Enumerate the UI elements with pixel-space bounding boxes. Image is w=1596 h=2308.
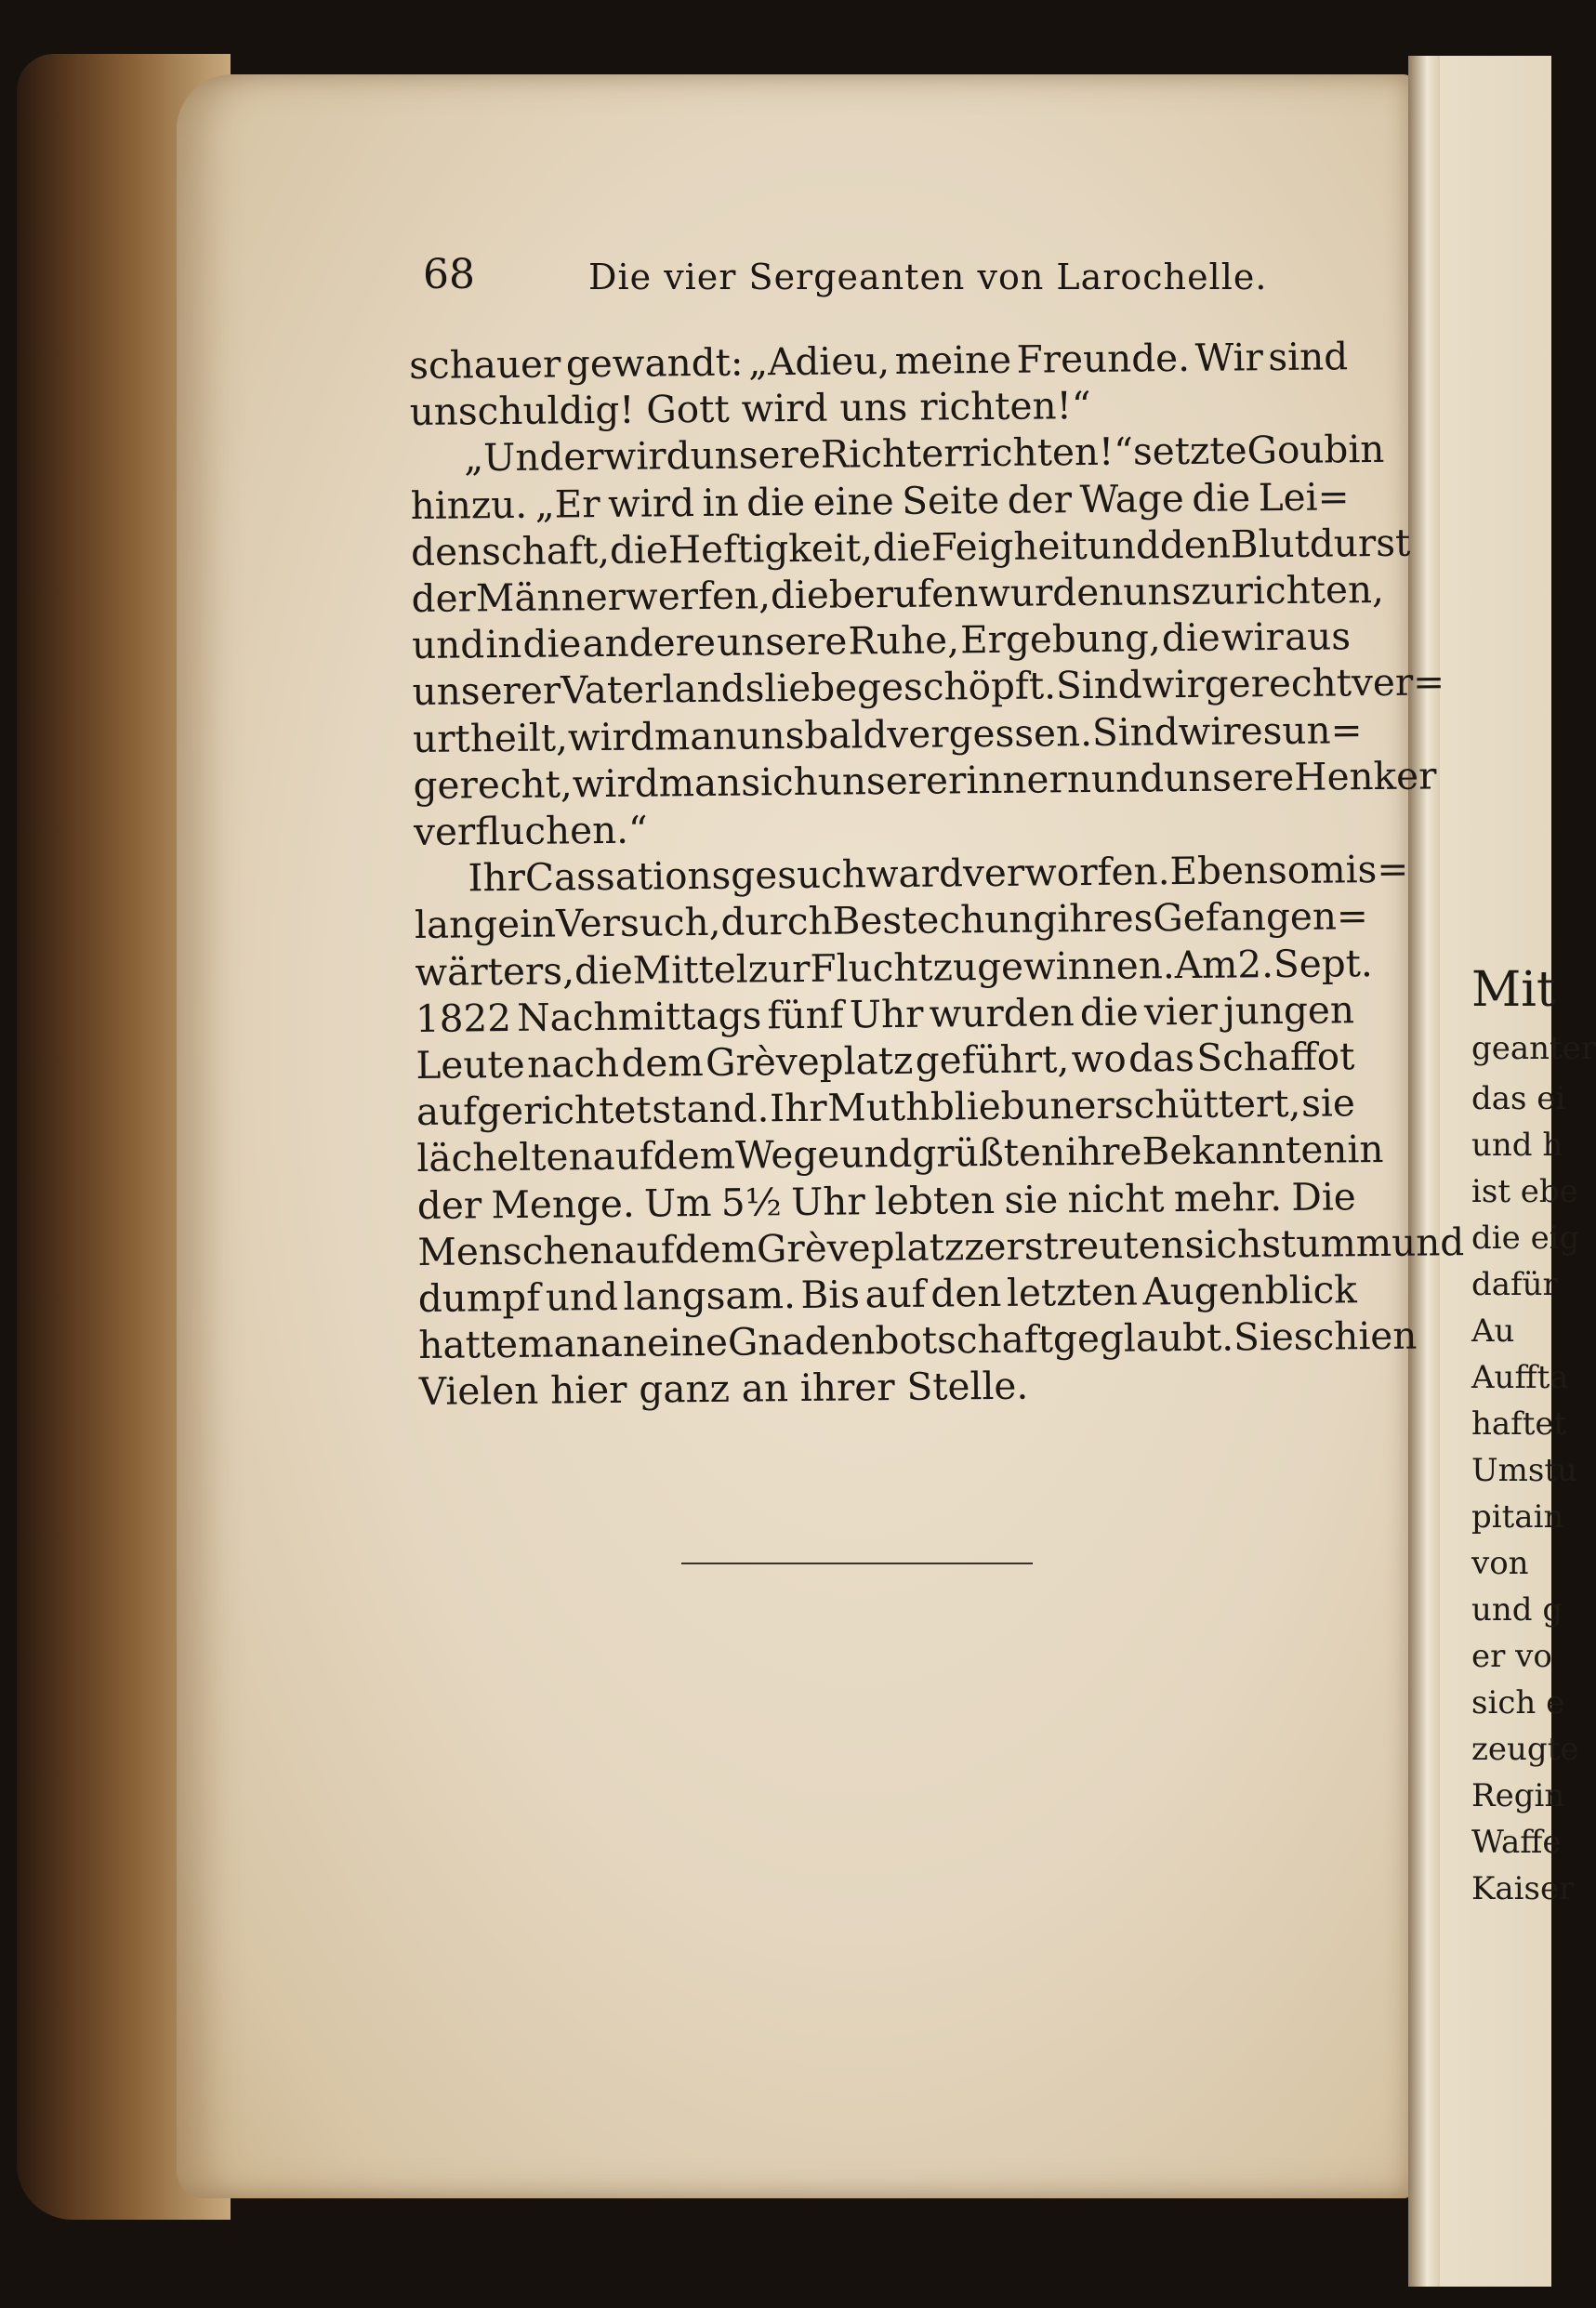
word: Wege bbox=[734, 1132, 840, 1179]
word: Feigheit bbox=[930, 522, 1088, 570]
word: den bbox=[1159, 521, 1232, 568]
text-line bbox=[419, 1360, 1358, 1416]
word: Ruhe, bbox=[848, 617, 960, 664]
word: Bestechung bbox=[832, 896, 1058, 944]
right-page-fragment: geanter bbox=[1471, 1030, 1596, 1067]
right-page-fragment: Mit bbox=[1471, 962, 1556, 1018]
word: auf bbox=[864, 1271, 927, 1317]
word: sie bbox=[1004, 1176, 1059, 1222]
word: unsere bbox=[690, 432, 822, 479]
word: Uhr bbox=[790, 1178, 865, 1224]
word: setzte bbox=[1132, 428, 1247, 474]
word: und bbox=[1391, 1220, 1465, 1265]
word: Uhr bbox=[849, 991, 924, 1037]
word: Wage bbox=[1079, 475, 1184, 521]
word: die bbox=[770, 572, 830, 618]
word: und bbox=[545, 1273, 619, 1320]
right-page bbox=[1440, 56, 1551, 2287]
word: wärters, bbox=[415, 947, 575, 995]
word: Sind bbox=[1091, 708, 1179, 755]
word: und bbox=[1090, 756, 1165, 801]
right-page-fragment: ist ebe bbox=[1471, 1173, 1578, 1210]
word: „Adieu, bbox=[747, 338, 890, 385]
word: uns bbox=[839, 385, 908, 430]
running-title: Die vier Sergeanten von Larochelle. bbox=[588, 257, 1268, 297]
word: wurden bbox=[977, 569, 1124, 616]
word: sind bbox=[1268, 334, 1349, 380]
word: Am bbox=[1174, 942, 1238, 987]
word: auf bbox=[613, 1227, 675, 1273]
word: dem bbox=[621, 1040, 704, 1086]
word: Bis bbox=[800, 1272, 861, 1318]
right-page-fragment: Umstu bbox=[1471, 1452, 1577, 1489]
word: Um bbox=[643, 1180, 712, 1226]
word: die bbox=[872, 524, 931, 571]
word: Blutdurst bbox=[1230, 520, 1411, 567]
word: an bbox=[600, 1320, 648, 1366]
word: man bbox=[653, 713, 737, 759]
book-gutter bbox=[1408, 56, 1440, 2287]
word: verfluchen.“ bbox=[413, 807, 648, 855]
word: die bbox=[1079, 989, 1139, 1035]
word: Versuch, bbox=[555, 900, 721, 946]
word: 5½ bbox=[720, 1179, 783, 1225]
word: 2. bbox=[1237, 941, 1274, 987]
word: in bbox=[702, 480, 739, 525]
word: geführt, bbox=[915, 1036, 1070, 1083]
word: „Er bbox=[534, 481, 600, 527]
word: der bbox=[1007, 476, 1073, 522]
word: das bbox=[1128, 1035, 1195, 1081]
word: Stelle. bbox=[906, 1364, 1029, 1410]
word: Gnadenbotschaft bbox=[727, 1316, 1054, 1365]
word: unserer bbox=[412, 667, 561, 715]
word: ihrer bbox=[799, 1365, 895, 1411]
word: un= bbox=[1282, 706, 1363, 753]
word: Ihr bbox=[468, 855, 526, 901]
word: berufen bbox=[828, 571, 979, 617]
right-page-fragment: Regin bbox=[1471, 1777, 1565, 1814]
word: Vaterlandsliebe bbox=[560, 665, 858, 713]
word: gewinnen. bbox=[976, 942, 1175, 989]
word: nach bbox=[526, 1040, 620, 1087]
word: und bbox=[839, 1131, 913, 1178]
word: geglaubt. bbox=[1052, 1314, 1234, 1362]
word: Ihr bbox=[769, 1085, 827, 1131]
right-page-fragment: dafür bbox=[1471, 1266, 1558, 1303]
right-page-fragment: Auffta bbox=[1471, 1359, 1569, 1396]
word: gewandt: bbox=[565, 339, 744, 387]
word: Sind bbox=[1055, 662, 1142, 708]
word: unsere bbox=[1163, 754, 1295, 801]
word: Heftigkeit, bbox=[667, 525, 874, 573]
word: und bbox=[411, 622, 485, 668]
word: Die bbox=[1291, 1173, 1356, 1220]
word: Wir bbox=[1194, 335, 1264, 380]
word: jungen bbox=[1222, 987, 1355, 1034]
word: die bbox=[1192, 474, 1251, 521]
word: uns bbox=[1123, 568, 1192, 614]
word: er bbox=[563, 434, 604, 480]
word: werfen, bbox=[625, 573, 772, 619]
word: an bbox=[741, 1365, 789, 1412]
word: erinnern bbox=[925, 756, 1092, 803]
right-page-fragment: zeugte bbox=[1471, 1731, 1579, 1768]
word: Männer bbox=[475, 574, 627, 621]
word: langsam. bbox=[623, 1273, 797, 1319]
word: eine bbox=[812, 478, 894, 524]
page-number: 68 bbox=[423, 251, 475, 298]
word: Freunde. bbox=[1016, 335, 1191, 382]
word: fünf bbox=[767, 992, 844, 1038]
word: wird bbox=[572, 760, 659, 807]
body-text bbox=[409, 333, 1465, 1415]
word: zu bbox=[932, 943, 978, 990]
word: Nachmittags bbox=[517, 993, 762, 1040]
word: es bbox=[1240, 707, 1283, 754]
word: Leute bbox=[415, 1041, 525, 1088]
section-divider bbox=[681, 1563, 1033, 1564]
word: eine bbox=[646, 1320, 729, 1365]
word: nicht bbox=[1067, 1175, 1165, 1221]
word: Richter bbox=[820, 430, 962, 478]
word: die bbox=[746, 479, 806, 525]
word: lang bbox=[414, 902, 498, 948]
word: blieb bbox=[930, 1083, 1025, 1129]
word: stand. bbox=[652, 1086, 770, 1132]
word: aus bbox=[1284, 613, 1352, 660]
word: in bbox=[1347, 1127, 1384, 1172]
word: auf bbox=[592, 1133, 654, 1180]
word: grüßten bbox=[912, 1129, 1066, 1177]
word: vergessen. bbox=[887, 709, 1093, 757]
word: die bbox=[1161, 614, 1220, 661]
word: gerecht, bbox=[413, 761, 573, 808]
word: Goubin bbox=[1246, 427, 1385, 473]
right-page-fragment: pitain bbox=[1471, 1498, 1564, 1536]
word: man bbox=[517, 1321, 600, 1367]
word: Gefangen= bbox=[1153, 893, 1369, 941]
right-page-fragment: das ei bbox=[1471, 1080, 1566, 1117]
word: der bbox=[411, 575, 477, 622]
word: uns bbox=[736, 712, 805, 758]
word: bald bbox=[804, 711, 888, 758]
word: ihres bbox=[1057, 895, 1154, 942]
right-page-fragment: sich e bbox=[1471, 1684, 1565, 1721]
word: die bbox=[574, 947, 634, 993]
word: und bbox=[1087, 522, 1161, 568]
word: wird bbox=[607, 480, 695, 526]
word: denschaft, bbox=[410, 527, 611, 574]
word: unser bbox=[817, 758, 927, 804]
word: richten!“ bbox=[961, 429, 1134, 476]
word: der bbox=[416, 1181, 482, 1228]
word: hatte bbox=[418, 1322, 519, 1368]
word: zerstreuten bbox=[963, 1221, 1185, 1270]
word: man bbox=[658, 759, 742, 806]
word: wird bbox=[741, 385, 828, 431]
right-page-fragment: von bbox=[1471, 1545, 1529, 1582]
word: lächelten bbox=[416, 1134, 593, 1181]
text-line bbox=[413, 753, 1437, 809]
word: unschuldig! bbox=[409, 387, 635, 435]
word: Augenblick bbox=[1142, 1267, 1358, 1314]
word: wurden bbox=[929, 990, 1075, 1036]
word: dem bbox=[674, 1226, 758, 1273]
word: Cassationsgesuch bbox=[524, 851, 867, 901]
word: Gott bbox=[646, 386, 730, 432]
word: „Und bbox=[463, 434, 564, 481]
word: Lei= bbox=[1258, 473, 1350, 520]
word: gerecht bbox=[1204, 660, 1352, 707]
word: richten!“ bbox=[918, 383, 1091, 429]
word: Muth bbox=[827, 1084, 930, 1130]
word: Sie bbox=[1233, 1314, 1295, 1360]
word: Ebenso bbox=[1169, 847, 1311, 894]
word: dumpf bbox=[417, 1274, 541, 1322]
right-page-fragment: und g bbox=[1471, 1591, 1563, 1629]
word: Mittel bbox=[632, 946, 748, 993]
word: Seite bbox=[902, 477, 1000, 523]
word: andere bbox=[582, 620, 717, 666]
word: in bbox=[485, 622, 522, 667]
right-page-fragment: er vo bbox=[1471, 1638, 1552, 1675]
word: wir bbox=[1220, 614, 1285, 660]
word: Sept. bbox=[1273, 940, 1374, 986]
word: die bbox=[522, 621, 582, 667]
word: wird bbox=[567, 714, 655, 760]
word: Ergebung, bbox=[959, 615, 1162, 663]
word: durch bbox=[720, 899, 833, 945]
right-page-fragment: Au bbox=[1471, 1312, 1515, 1350]
word: Bekannten bbox=[1141, 1127, 1348, 1174]
text-line bbox=[409, 333, 1348, 389]
word: mehr. bbox=[1173, 1174, 1283, 1220]
word: meine bbox=[894, 336, 1012, 383]
word: Flucht bbox=[810, 944, 933, 991]
word: Schaffot bbox=[1196, 1034, 1355, 1080]
word: wir bbox=[1141, 662, 1205, 707]
word: sich bbox=[741, 758, 818, 805]
word: Menschen bbox=[417, 1227, 614, 1274]
word: unerschüttert, bbox=[1025, 1081, 1301, 1128]
word: sie bbox=[1300, 1080, 1356, 1127]
word: stumm bbox=[1260, 1220, 1392, 1267]
word: wo bbox=[1071, 1035, 1127, 1082]
word: Henker bbox=[1294, 753, 1437, 799]
word: wir bbox=[1178, 708, 1241, 754]
word: Menge. bbox=[491, 1180, 635, 1227]
word: Grèveplatz bbox=[705, 1037, 914, 1086]
word: ver= bbox=[1351, 659, 1445, 706]
text-line bbox=[418, 1312, 1418, 1369]
word: sich bbox=[1184, 1221, 1262, 1267]
word: ganz bbox=[639, 1366, 731, 1413]
word: zur bbox=[747, 945, 811, 992]
word: dem bbox=[653, 1133, 736, 1179]
word: aufgerichtet bbox=[415, 1087, 652, 1135]
word: 1822 bbox=[415, 995, 512, 1041]
word: ein bbox=[496, 901, 557, 947]
word: hier bbox=[549, 1367, 627, 1414]
word: vier bbox=[1143, 988, 1219, 1035]
right-page-fragment: haftet bbox=[1471, 1405, 1567, 1443]
word: schien bbox=[1293, 1312, 1418, 1360]
word: den bbox=[930, 1270, 1002, 1316]
word: verworfen. bbox=[962, 849, 1170, 896]
word: die bbox=[609, 527, 669, 573]
word: lebten bbox=[874, 1177, 996, 1223]
word: ward bbox=[865, 851, 964, 897]
page-header bbox=[423, 251, 1362, 307]
word: hinzu. bbox=[410, 481, 528, 528]
word: unsere bbox=[716, 618, 848, 666]
word: Vielen bbox=[418, 1368, 539, 1415]
word: richten, bbox=[1234, 566, 1385, 613]
word: Grèveplatz bbox=[756, 1224, 965, 1272]
word: geschöpft. bbox=[856, 663, 1057, 710]
word: letzten bbox=[1006, 1269, 1139, 1315]
word: zu bbox=[1190, 568, 1235, 613]
word: ihre bbox=[1064, 1128, 1142, 1175]
right-page-fragment: Waffe bbox=[1471, 1824, 1562, 1861]
word: schauer bbox=[409, 341, 561, 388]
word: mis= bbox=[1309, 846, 1409, 892]
right-page-fragment: und h bbox=[1471, 1127, 1563, 1164]
word: wird bbox=[603, 433, 691, 480]
word: urtheilt, bbox=[412, 715, 569, 761]
right-page-fragment: Kaiser bbox=[1471, 1870, 1575, 1907]
right-page-fragment: die eig bbox=[1471, 1220, 1580, 1257]
